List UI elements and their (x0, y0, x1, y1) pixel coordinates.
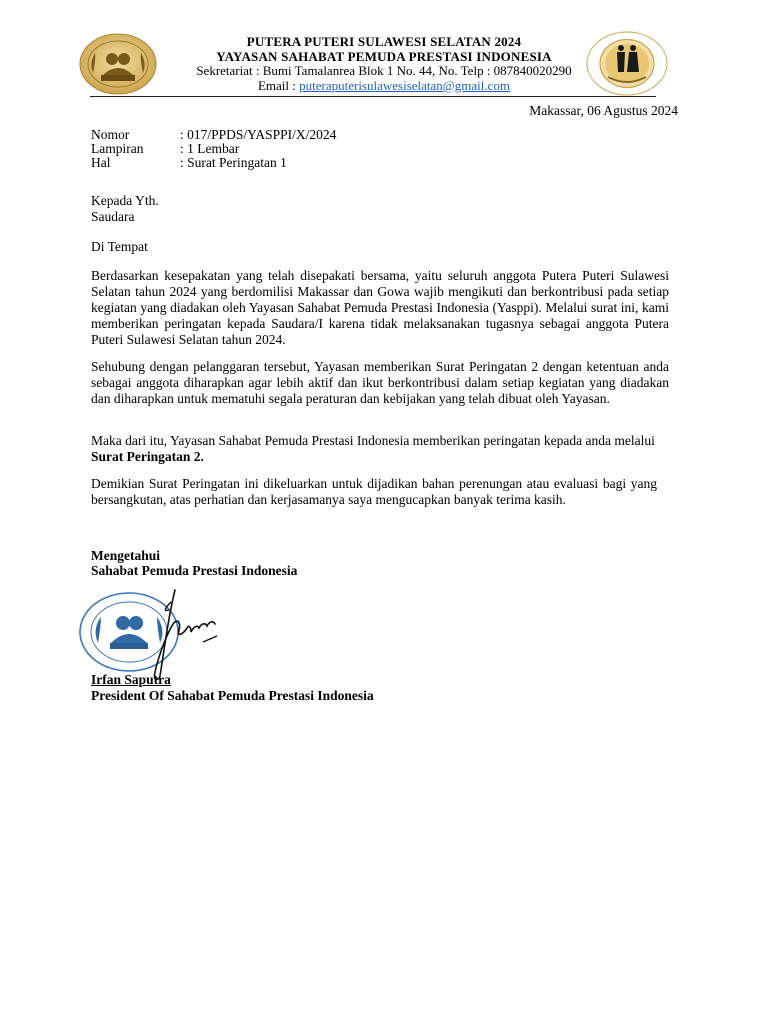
meta-key: Nomor (91, 127, 130, 142)
meta-key: Lampiran (91, 141, 144, 156)
letter-date: Makassar, 06 Agustus 2024 (529, 103, 678, 118)
paragraph-1: Berdasarkan kesepakatan yang telah disepakati bersama, yaitu seluruh anggota Putera Puteri Sulawesi Selatan tahun 2024 yang berdomilisi Makassar dan Gowa wajib mengikuti dan berkontribusi pada setiap kegiatan yang diadakan oleh Yayasan Sahabat Pemuda Prestasi Indonesia (Yasppi). Melalui surat ini, kami memberikan peringatan kepada Saudara/I karena tidak melaksanakan tugasnya sebagai anggota Putera Puteri Sulawesi Selatan tahun 2024. (91, 268, 669, 347)
letter-meta (91, 128, 336, 170)
meta-value: : 017/PPDS/YASPPI/X/2024 (180, 127, 337, 142)
signing-org: Sahabat Pemuda Prestasi Indonesia (91, 563, 298, 578)
putera-puteri-logo (586, 31, 668, 96)
signer-block (91, 672, 374, 704)
email-label: Email : (257, 77, 300, 93)
handwritten-signature (125, 584, 225, 684)
meta-row-lampiran (91, 142, 336, 156)
signer-name: Irfan Saputra (91, 672, 171, 687)
acknowledge-label: Mengetahui (91, 548, 160, 563)
paragraph-3-text: Maka dari itu, Yayasan Sahabat Pemuda Prestasi Indonesia memberikan peringatan kepada anda melalui (91, 433, 655, 448)
header-divider (90, 96, 656, 97)
paragraph-3 (91, 433, 657, 465)
foundation-name: YAYASAN SAHABAT PEMUDA PRESTASI INDONESIA (216, 48, 552, 64)
meta-row-hal (91, 156, 336, 170)
email-line (160, 79, 608, 94)
yasppi-logo (79, 33, 157, 95)
meta-row-nomor (91, 128, 336, 142)
meta-key: Hal (91, 155, 111, 170)
paragraph-3-bold: Surat Peringatan 2. (91, 449, 204, 464)
email-link[interactable]: puteraputerisulawesiselatan@gmail.com (299, 77, 511, 93)
address: Sekretariat : Bumi Tamalanrea Blok 1 No. 44, No. Telp : 087840020290 (196, 63, 572, 78)
meta-value: : Surat Peringatan 1 (180, 155, 287, 170)
org-title: PUTERA PUTERI SULAWESI SELATAN 2024 (246, 34, 522, 49)
recipient-place: Di Tempat (91, 239, 148, 254)
recipient-block (91, 193, 159, 225)
paragraph-2: Sehubung dengan pelanggaran tersebut, Yayasan memberikan Surat Peringatan 2 dengan ketentuan anda sebagai anggota diharapkan agar lebih aktif dan ikut berkontribusi dalam setiap kegiatan yang diadakan dan diharapkan untuk mematuhi segala peraturan dan kebijakan yang telah dibuat oleh Yayasan. (91, 359, 669, 406)
signer-title: President Of Sahabat Pemuda Prestasi Indonesia (91, 688, 374, 703)
paragraph-4: Demikian Surat Peringatan ini dikeluarkan untuk dijadikan bahan perenungan atau evaluasi bagi yang bersangkutan, atas perhatian dan kerjasamanya saya mengucapkan banyak terima kasih. (91, 476, 657, 507)
recipient-line: Saudara (91, 209, 135, 224)
letterhead (160, 35, 608, 93)
recipient-line: Kepada Yth. (91, 193, 159, 208)
meta-value: : 1 Lembar (180, 141, 240, 156)
